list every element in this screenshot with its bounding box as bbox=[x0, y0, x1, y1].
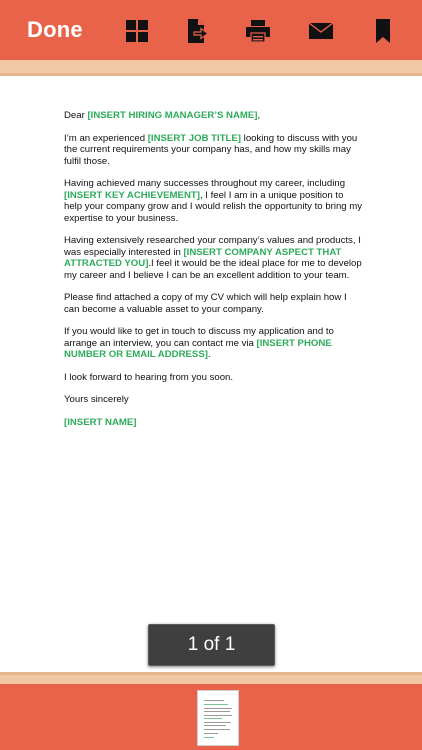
job-title-placeholder: [INSERT JOB TITLE] bbox=[147, 132, 242, 144]
page-thumbnail[interactable] bbox=[197, 690, 239, 746]
print-icon[interactable] bbox=[245, 18, 271, 44]
top-toolbar bbox=[0, 0, 422, 60]
thumbnail-divider bbox=[0, 672, 422, 684]
letter-closing: Yours sincerely bbox=[64, 394, 129, 405]
done-button[interactable]: Done bbox=[27, 17, 83, 42]
bookmark-icon[interactable] bbox=[370, 18, 396, 44]
hiring-manager-placeholder: [INSERT HIRING MANAGER’S NAME] bbox=[87, 110, 258, 121]
letter-paragraph-2: Having achieved many successes throughout my career, including [INSERT KEY ACHIEVEMENT], I feel I am in a unique position to help your company grow and I would relish the opportunity to bring my expertise to your business. bbox=[64, 178, 363, 224]
letter-greeting: Dear [INSERT HIRING MANAGER’S NAME], bbox=[64, 110, 261, 121]
toolbar-divider bbox=[0, 60, 422, 76]
mail-icon[interactable] bbox=[308, 18, 334, 44]
letter-paragraph-4: Please find attached a copy of my CV which will help explain how I can become a valuable asset to your company. bbox=[64, 292, 347, 315]
contact-placeholder: [INSERT PHONE NUMBER OR EMAIL ADDRESS] bbox=[64, 337, 332, 360]
letter-paragraph-3: Having extensively researched your company’s values and products, I was especially interested in [INSERT COMPANY ASPECT THAT ATTRACTED YOU].I feel it would be the ideal place for me to develop my career and I believe I can be an excellent addition to your team. bbox=[64, 235, 362, 281]
page-indicator: 1 of 1 bbox=[148, 624, 275, 666]
export-icon[interactable] bbox=[184, 18, 210, 44]
letter-paragraph-1: I’m an experienced [INSERT JOB TITLE] looking to discuss with you the current requirements your company has, and how my skills may fulfil those. bbox=[64, 132, 358, 167]
cover-letter-body bbox=[64, 110, 364, 439]
letter-paragraph-5: If you would like to get in touch to discuss my application and to arrange an interview, you can contact me via [INSERT PHONE NUMBER OR EMAIL ADDRESS]. bbox=[64, 326, 334, 360]
company-aspect-placeholder: [INSERT COMPANY ASPECT THAT ATTRACTED YOU] bbox=[64, 246, 342, 269]
key-achievement-placeholder: [INSERT KEY ACHIEVEMENT] bbox=[64, 189, 200, 201]
letter-paragraph-6: I look forward to hearing from you soon. bbox=[64, 371, 234, 383]
grid-icon[interactable] bbox=[124, 18, 150, 44]
name-placeholder: [INSERT NAME] bbox=[64, 416, 137, 428]
